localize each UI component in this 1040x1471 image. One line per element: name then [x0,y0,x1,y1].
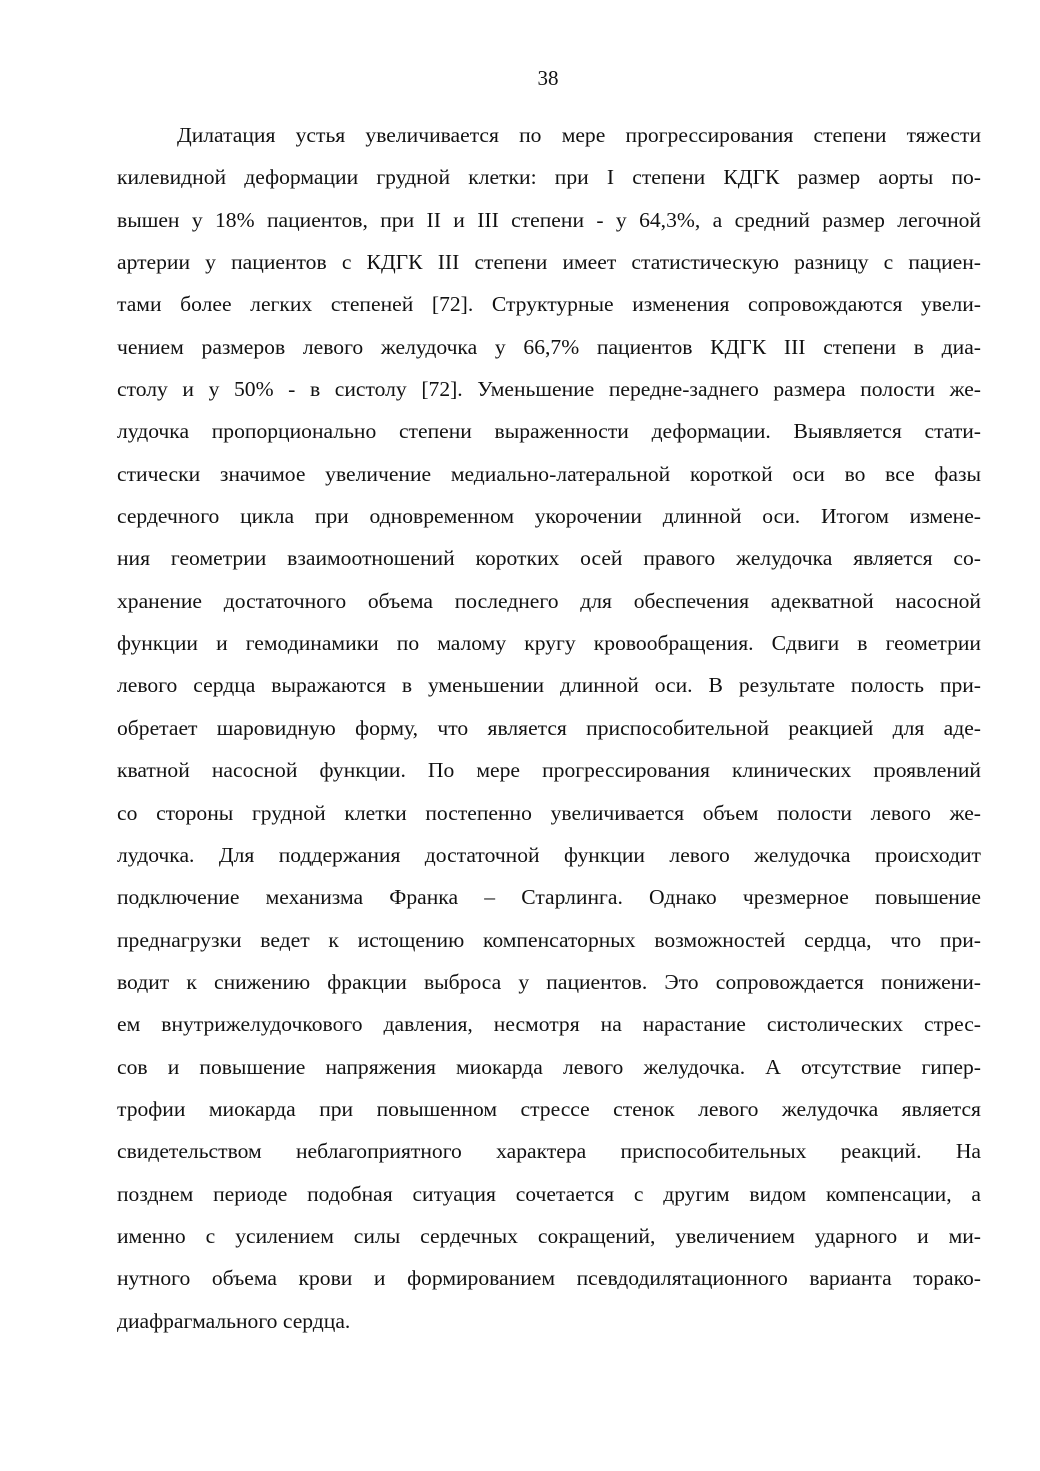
text-line: ния геометрии взаимоотношений коротких осей правого желудочка является со- [117,546,981,571]
text-line: нутного объема крови и формированием псевдодилятационного варианта торако- [117,1266,981,1291]
text-line: лудочка. Для поддержания достаточной функции левого желудочка происходит [117,842,981,867]
text-line: со стороны грудной клетки постепенно увеличивается объем полости левого же- [117,800,981,825]
text-line: водит к снижению фракции выброса у пациентов. Это сопровождается понижени- [117,969,981,994]
text-line: килевидной деформации грудной клетки: при I степени КДГК размер аорты по- [117,165,981,190]
text-line: позднем периоде подобная ситуация сочетается с другим видом компенсации, а [117,1181,981,1206]
text-line: диафрагмального сердца. [117,1308,351,1333]
text-line: обретает шаровидную форму, что является приспособительной реакцией для аде- [117,715,981,740]
text-line: подключение механизма Франка – Старлинга. Однако чрезмерное повышение [117,885,981,910]
text-line: лудочка пропорционально степени выраженности деформации. Выявляется стати- [117,419,981,444]
text-line: ем внутрижелудочкового давления, несмотря на нарастание систолических стрес- [117,1012,981,1037]
text-line: чением размеров левого желудочка у 66,7% пациентов КДГК III степени в диа- [117,334,981,359]
text-line: столу и у 50% - в систолу [72]. Уменьшение передне-заднего размера полости же- [117,377,981,402]
text-line: трофии миокарда при повышенном стрессе стенок левого желудочка является [117,1096,981,1121]
page-number: 38 [537,66,559,90]
paragraph [117,114,981,1342]
text-line: сов и повышение напряжения миокарда левого желудочка. А отсутствие гипер- [117,1054,981,1079]
text-line: сердечного цикла при одновременном укорочении длинной оси. Итогом измене- [117,504,981,529]
text-line: Дилатация устья увеличивается по мере прогрессирования степени тяжести [177,123,981,147]
text-line: вышен у 18% пациентов, при II и III степени - у 64,3%, а средний размер легочной [117,207,981,232]
text-line: тами более легких степеней [72]. Структурные изменения сопровождаются увели- [117,292,981,317]
text-line: артерии у пациентов с КДГК III степени имеет статистическую разницу с пациен- [117,250,981,275]
text-line: стически значимое увеличение медиально-латеральной короткой оси во все фазы [117,461,981,486]
text-line: левого сердца выражаются в уменьшении длинной оси. В результате полость при- [117,673,981,698]
text-line: хранение достаточного объема последнего для обеспечения адекватной насосной [117,588,981,613]
text-line: именно с усилением силы сердечных сокращений, увеличением ударного и ми- [117,1223,981,1248]
text-line: кватной насосной функции. По мере прогрессирования клинических проявлений [117,758,981,783]
text-line: преднагрузки ведет к истощению компенсаторных возможностей сердца, что при- [117,927,981,952]
text-line: функции и гемодинамики по малому кругу кровообращения. Сдвиги в геометрии [117,631,981,656]
text-line: свидетельством неблагоприятного характера приспособительных реакций. На [117,1139,981,1164]
